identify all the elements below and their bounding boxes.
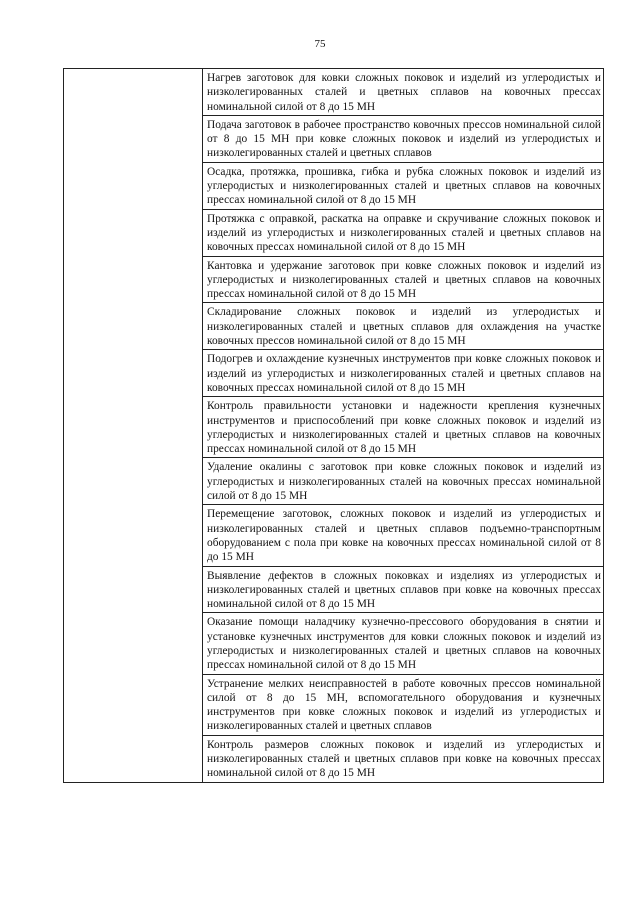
action-cell: Выявление дефектов в сложных поковках и изделиях из углеродистых и низколегированных сталей и цветных сплавов при ковке на ковочных прессах номинальной силой от 8 до 15 МН: [203, 566, 604, 613]
action-cell: Нагрев заготовок для ковки сложных поковок и изделий из углеродистых и низколегированных сталей и цветных сплавов на ковочных прессах номинальной силой от 8 до 15 МН: [203, 69, 604, 116]
table-body: [64, 69, 604, 783]
action-cell: Складирование сложных поковок и изделий из углеродистых и низколегированных сталей и цветных сплавов для охлаждения на участке ковочных прессов номинальной силой от 8 до 15 МН: [203, 303, 604, 350]
action-cell: Осадка, протяжка, прошивка, гибка и рубка сложных поковок и изделий из углеродистых и низколегированных сталей и цветных сплавов на ковочных прессах номинальной силой от 8 до 15 МН: [203, 162, 604, 209]
page-number: 75: [314, 38, 326, 50]
action-cell: Оказание помощи наладчику кузнечно-прессового оборудования в снятии и установке кузнечных инструментов для ковки сложных поковок и изделий из углеродистых и низколегированных сталей и цветных сплавов на ковочных прессах номинальной силой от 8 до 15 МН: [203, 613, 604, 674]
action-cell: Кантовка и удержание заготовок при ковке сложных поковок и изделий из углеродистых и низколегированных сталей и цветных сплавов на ковочных прессах номинальной силой от 8 до 15 МН: [203, 256, 604, 303]
action-cell: Устранение мелких неисправностей в работе ковочных прессов номинальной силой от 8 до 15 МН, вспомогательного оборудования и кузнечных инструментов при ковке сложных поковок и изделий из углеродистых и низколегированных сталей и цветных сплавов: [203, 674, 604, 735]
action-cell: Удаление окалины с заготовок при ковке сложных поковок и изделий из углеродистых и низколегированных сталей на ковочных прессах номинальной силой от 8 до 15 МН: [203, 458, 604, 505]
action-cell: Подогрев и охлаждение кузнечных инструментов при ковке сложных поковок и изделий из углеродистых и низколегированных сталей и цветных сплавов на ковочных прессах номинальной силой от 8 до 15 МН: [203, 350, 604, 397]
action-cell: Перемещение заготовок, сложных поковок и изделий из углеродистых и низколегированных сталей и цветных сплавов подъемно-транспортным оборудованием с пола при ковке на ковочных прессах номинальной силой от 8 до 15 МН: [203, 505, 604, 566]
action-cell: Подача заготовок в рабочее пространство ковочных прессов номинальной силой от 8 до 15 МН при ковке сложных поковок и изделий из углеродистых и низколегированных сталей и цветных сплавов: [203, 115, 604, 162]
action-cell: Протяжка с оправкой, раскатка на оправке и скручивание сложных поковок и изделий из углеродистых и низколегированных сталей и цветных сплавов на ковочных прессах номинальной силой от 8 до 15 МН: [203, 209, 604, 256]
action-cell: Контроль размеров сложных поковок и изделий из углеродистых и низколегированных сталей и цветных сплавов при ковке на ковочных прессах номинальной силой от 8 до 15 МН: [203, 735, 604, 782]
action-cell: Контроль правильности установки и надежности крепления кузнечных инструментов и приспособлений при ковке сложных поковок и изделий из углеродистых и низколегированных сталей и цветных сплавов на ковочных прессах номинальной силой от 8 до 15 МН: [203, 397, 604, 458]
empty-left-cell: [64, 69, 203, 783]
labor-functions-table: [63, 68, 604, 783]
table-row: [64, 69, 604, 116]
